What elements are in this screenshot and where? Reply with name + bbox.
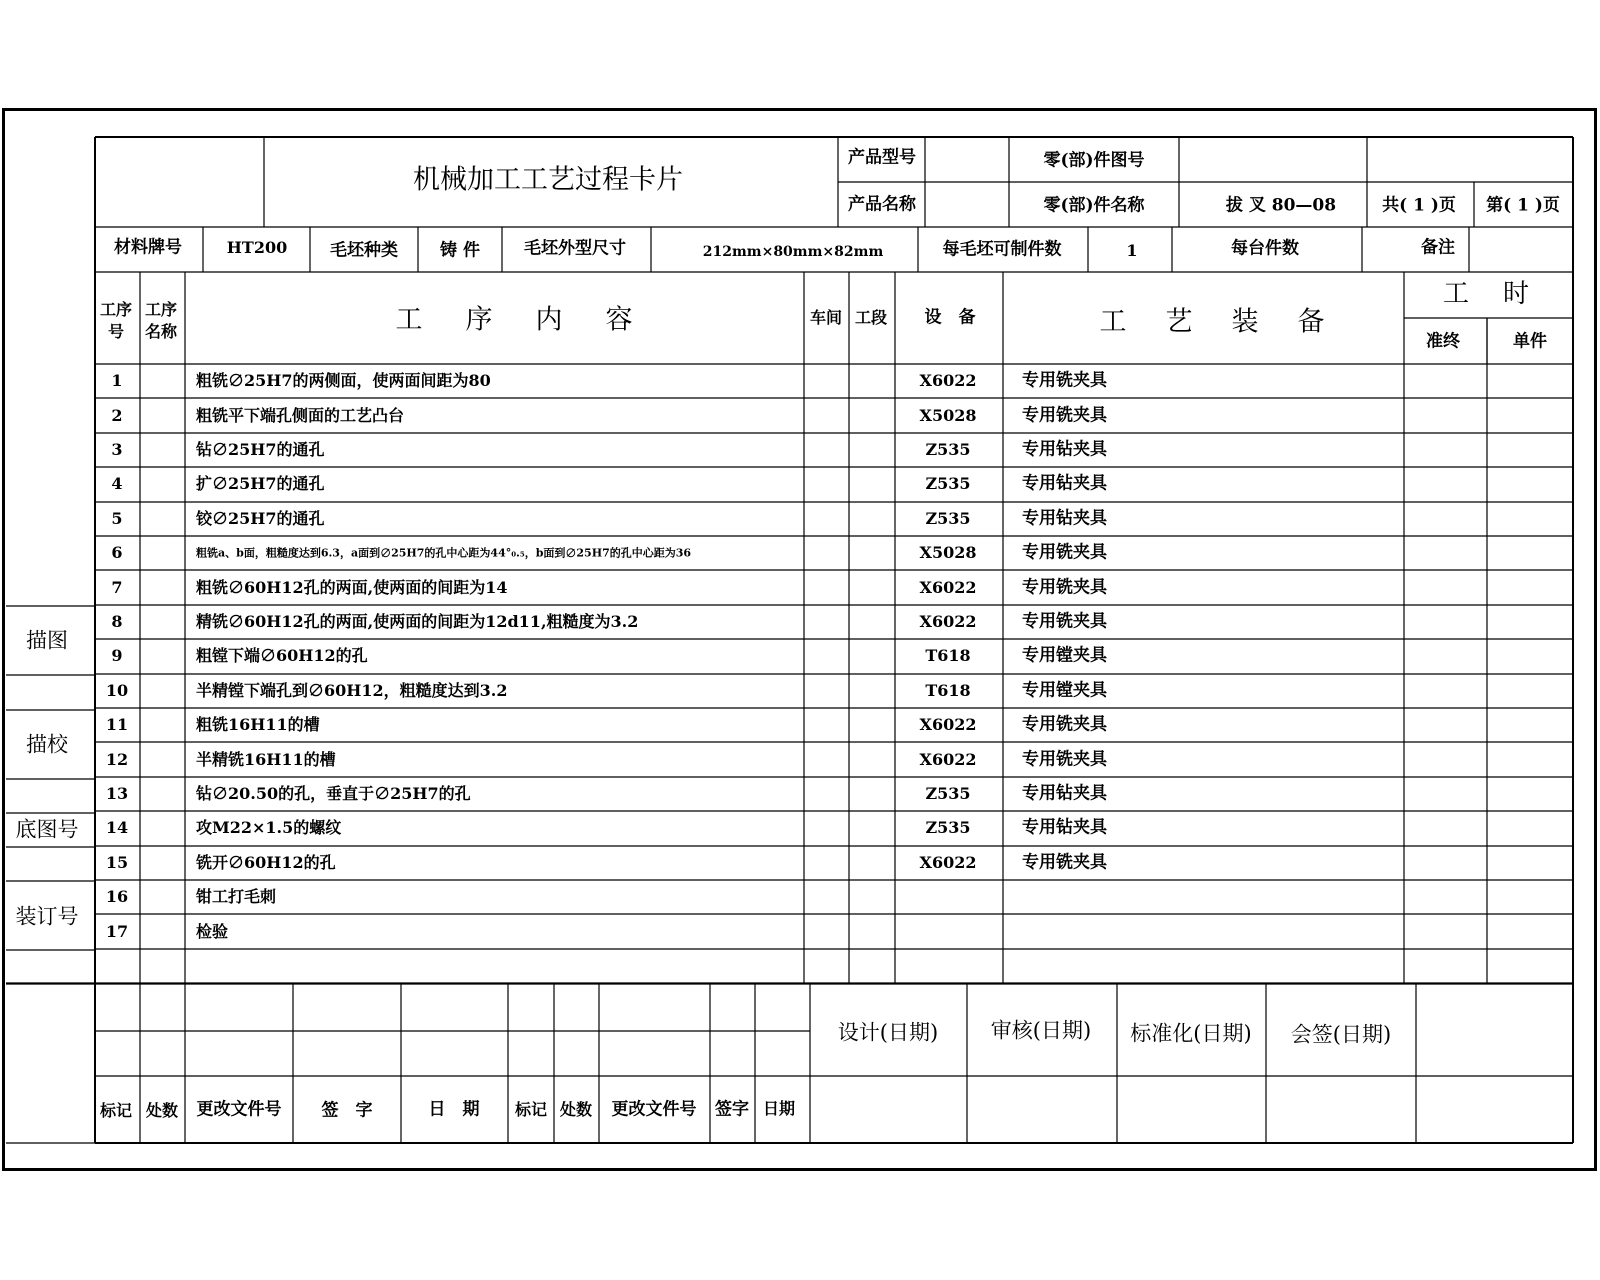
op-content: 粗铣∅60H12孔的两面,使两面的间距为14: [196, 577, 508, 597]
op-tooling: 专用钻夹具: [1022, 473, 1107, 494]
op-content: 粗铣a、b面，粗糙度达到6.3，a面到∅25H7的孔中心距为44°₀.₅，b面到∅25H7的孔中心距为36: [196, 546, 692, 560]
material-grade-label: 材料牌号: [114, 237, 182, 258]
card-title: 机械加工工艺过程卡片: [413, 164, 683, 196]
op-tooling: 专用铣夹具: [1022, 611, 1107, 632]
op-equipment: X6022: [919, 577, 977, 597]
op-content: 扩∅25H7的通孔: [196, 474, 325, 494]
footer-mark-2: 标记: [514, 1100, 548, 1119]
footer-design: 设计(日期): [837, 1020, 939, 1045]
prep-time-header: 准终: [1426, 331, 1460, 352]
footer-count-2: 处数: [559, 1100, 593, 1119]
footer-date: 日 期: [428, 1099, 480, 1120]
side-binding-no: 装订号: [15, 904, 79, 929]
time-header: 工 时: [1442, 279, 1534, 309]
op-tooling: 专用铣夹具: [1022, 542, 1107, 563]
remarks-label: 备注: [1421, 237, 1455, 258]
equipment-header: 设 备: [924, 307, 976, 328]
op-equipment: X6022: [919, 612, 977, 631]
op-equipment: Z535: [925, 440, 971, 459]
op-tooling: 专用钻夹具: [1022, 439, 1107, 460]
op-number: 9: [111, 646, 123, 666]
blank-size-value: 212mm×80mm×82mm: [702, 244, 884, 260]
op-tooling: 专用镗夹具: [1022, 680, 1107, 701]
op-equipment: X6022: [919, 371, 977, 391]
op-tooling: 专用铣夹具: [1022, 370, 1107, 391]
op-no-header-line1: 工序: [99, 300, 133, 319]
op-number: 2: [111, 405, 123, 425]
op-number: 17: [105, 921, 129, 941]
op-tooling: 专用钻夹具: [1022, 817, 1107, 838]
op-equipment: Z535: [925, 818, 971, 838]
part-name-label: 零(部)件名称: [1043, 195, 1145, 216]
op-equipment: X5028: [919, 543, 977, 563]
op-content: 攻M22×1.5的螺纹: [196, 818, 342, 838]
op-content: 半精镗下端孔到∅60H12，粗糙度达到3.2: [196, 680, 508, 700]
footer-date-2: 日期: [762, 1099, 796, 1118]
op-content: 粗铣平下端孔侧面的工艺凸台: [196, 405, 405, 425]
blank-size-label: 毛坯外型尺寸: [524, 238, 626, 259]
tooling-header: 工 艺 装 备: [1099, 306, 1331, 338]
op-content: 粗铣16H11的槽: [196, 715, 320, 735]
op-equipment: X6022: [919, 852, 977, 872]
op-content: 铰∅25H7的通孔: [196, 508, 325, 528]
product-name-label: 产品名称: [848, 194, 916, 215]
footer-count: 处数: [145, 1101, 179, 1120]
op-number: 8: [111, 612, 123, 631]
footer-mark: 标记: [99, 1101, 133, 1120]
op-content: 粗铣∅25H7的两侧面，使两面间距为80: [196, 371, 491, 391]
workshop-header: 车间: [809, 308, 843, 327]
side-trace: 描图: [26, 628, 68, 653]
op-equipment: Z535: [925, 508, 971, 528]
op-tooling: 专用钻夹具: [1022, 783, 1107, 804]
footer-change-doc-no-2: 更改文件号: [611, 1099, 697, 1120]
op-content: 精铣∅60H12孔的两面,使两面的间距为12d11,粗糙度为3.2: [196, 612, 639, 631]
op-number: 11: [105, 715, 129, 735]
footer-signature: 签 字: [321, 1100, 373, 1121]
op-tooling: 专用铣夹具: [1022, 714, 1107, 735]
op-number: 1: [111, 371, 123, 391]
parts-per-blank-value: 1: [1126, 241, 1138, 260]
op-tooling: 专用铣夹具: [1022, 749, 1107, 770]
op-number: 14: [105, 818, 129, 838]
unit-time-header: 单件: [1513, 331, 1547, 352]
op-tooling: 专用镗夹具: [1022, 645, 1107, 666]
op-equipment: X6022: [919, 749, 977, 769]
part-drawing-no-label: 零(部)件图号: [1043, 150, 1145, 171]
product-model-label: 产品型号: [848, 147, 916, 168]
op-equipment: Z535: [925, 474, 971, 494]
op-equipment: T618: [925, 680, 971, 700]
op-content: 检验: [196, 921, 229, 941]
op-content: 钳工打毛刺: [196, 887, 277, 907]
op-content: 半精铣16H11的槽: [196, 749, 336, 769]
op-equipment: T618: [925, 646, 971, 666]
blank-type-value: 铸 件: [440, 240, 480, 261]
op-number: 7: [111, 577, 123, 597]
op-tooling: 专用铣夹具: [1022, 405, 1107, 426]
op-tooling: 专用钻夹具: [1022, 508, 1107, 529]
footer-countersign: 会签(日期): [1290, 1022, 1392, 1047]
op-number: 6: [111, 543, 123, 563]
op-number: 16: [105, 887, 129, 907]
part-name-value: 拔 叉 80—08: [1225, 195, 1337, 216]
op-number: 12: [105, 749, 129, 769]
op-content: 钻∅20.50的孔，垂直于∅25H7的孔: [196, 784, 471, 803]
parts-per-blank-label: 每毛坯可制件数: [942, 239, 1062, 260]
op-number: 3: [111, 440, 123, 459]
op-equipment: X6022: [919, 715, 977, 735]
op-no-header-line2: 号: [107, 322, 125, 341]
op-content: 粗镗下端∅60H12的孔: [196, 646, 368, 666]
side-base-drawing-no: 底图号: [15, 817, 79, 842]
side-trace-check: 描校: [26, 732, 68, 757]
page-number: 第( 1 )页: [1486, 195, 1560, 216]
footer-review: 审核(日期): [990, 1018, 1092, 1043]
op-content: 铣开∅60H12的孔: [196, 852, 336, 872]
op-number: 15: [105, 852, 129, 872]
op-number: 10: [105, 680, 129, 700]
op-content-header: 工 序 内 容: [395, 304, 641, 336]
parts-per-unit-label: 每台件数: [1231, 238, 1299, 259]
op-name-header-line1: 工序: [144, 300, 178, 319]
op-number: 5: [111, 508, 123, 528]
footer-change-doc-no: 更改文件号: [196, 1099, 282, 1120]
op-tooling: 专用铣夹具: [1022, 577, 1107, 598]
material-grade-value: HT200: [226, 238, 288, 257]
op-number: 13: [105, 784, 129, 803]
op-equipment: X5028: [919, 405, 977, 425]
op-tooling: 专用铣夹具: [1022, 852, 1107, 873]
section-header: 工段: [854, 308, 888, 327]
footer-standardization: 标准化(日期): [1130, 1021, 1252, 1046]
total-pages: 共( 1 )页: [1382, 195, 1456, 216]
op-equipment: Z535: [925, 784, 971, 803]
op-content: 钻∅25H7的通孔: [196, 440, 325, 459]
op-name-header-line2: 名称: [144, 322, 178, 341]
footer-signature-2: 签字: [715, 1099, 749, 1120]
blank-type-label: 毛坯种类: [330, 240, 398, 261]
op-number: 4: [111, 474, 123, 494]
